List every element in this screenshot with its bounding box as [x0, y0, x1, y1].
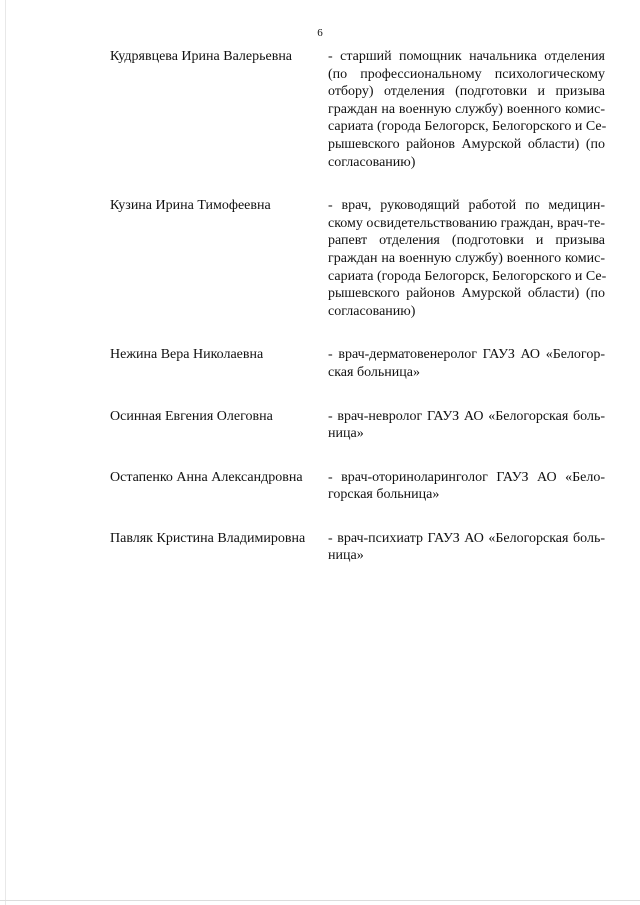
- member-entry: [0, 469, 640, 504]
- position-line: - врач-психиатр ГАУЗ АО «Белогорская боль-: [328, 530, 605, 546]
- position-line: ница»: [328, 548, 364, 564]
- position-line: сариата (города Белогорск, Белогорского и Се-: [328, 268, 607, 284]
- member-position: [328, 469, 605, 504]
- position-line: - врач-невролог ГАУЗ АО «Белогорская боль-: [328, 408, 605, 424]
- member-position: [328, 197, 605, 320]
- position-line: согласованию): [328, 303, 416, 319]
- page-number: 6: [317, 27, 323, 39]
- position-line: отбору) отделения (подготовки и призыва: [328, 84, 605, 100]
- position-line: рышевского районов Амурской области) (по: [328, 136, 605, 152]
- member-position: [328, 346, 605, 381]
- member-name: Нежина Вера Николаевна: [110, 347, 264, 363]
- member-entry: [0, 530, 640, 565]
- position-line: ница»: [328, 426, 364, 442]
- member-name: Кузина Ирина Тимофеевна: [110, 198, 271, 214]
- position-line: граждан на военную службу) военного комис-: [328, 250, 605, 266]
- position-line: согласованию): [328, 154, 416, 170]
- member-position: [328, 530, 605, 565]
- position-line: - врач-оториноларинголог ГАУЗ АО «Бело-: [328, 469, 605, 485]
- committee-member-list: [0, 48, 640, 565]
- member-name: Кудрявцева Ирина Валерьевна: [110, 49, 293, 64]
- member-position: [328, 48, 605, 171]
- position-line: рышевского районов Амурской области) (по: [328, 286, 605, 302]
- member-name: Осинная Евгения Олеговна: [110, 408, 273, 424]
- member-name: Павляк Кристина Владимировна: [110, 530, 306, 546]
- member-entry: [0, 48, 640, 171]
- position-line: (по профессиональному психологическому: [328, 66, 605, 82]
- position-line: ская больница»: [328, 364, 420, 380]
- member-position: [328, 408, 605, 443]
- member-name: Остапенко Анна Александровна: [110, 469, 303, 485]
- position-line: сариата (города Белогорск, Белогорского и Се-: [328, 119, 607, 135]
- position-line: горская больница»: [328, 487, 440, 503]
- position-line: скому освидетельствованию граждан, врач-те-: [328, 215, 605, 231]
- position-line: - врач-дерматовенеролог ГАУЗ АО «Белогор-: [328, 347, 605, 363]
- position-line: граждан на военную службу) военного комис-: [328, 101, 605, 117]
- member-entry: [0, 408, 640, 443]
- position-line: - врач, руководящий работой по медицин-: [328, 198, 605, 214]
- member-entry: [0, 346, 640, 381]
- scan-bottom-edge: [0, 900, 640, 901]
- position-line: - старший помощник начальника отделения: [328, 49, 605, 64]
- position-line: рапевт отделения (подготовки и призыва: [328, 233, 605, 249]
- member-entry: [0, 197, 640, 320]
